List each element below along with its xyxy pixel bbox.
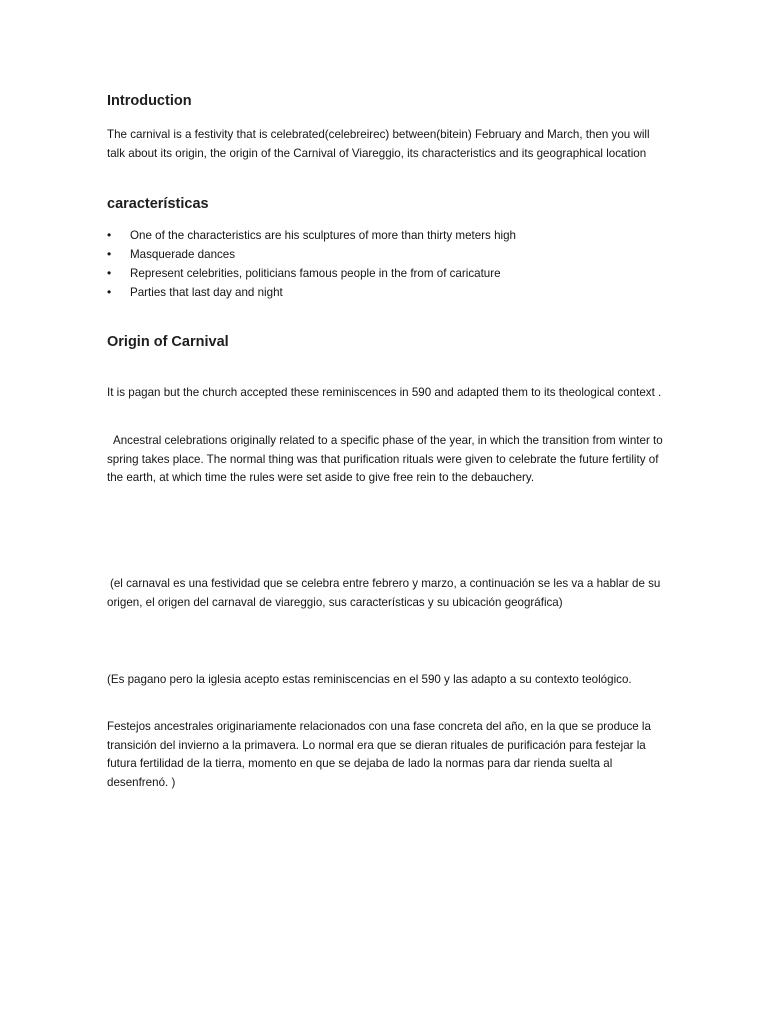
introduction-heading: Introduction — [107, 93, 192, 109]
caracteristicas-heading: características — [107, 196, 209, 212]
list-item — [107, 264, 516, 283]
bullet-icon: • — [107, 266, 112, 280]
list-item — [107, 283, 516, 302]
list-item-text: One of the characteristics are his sculptures of more than thirty meters high — [130, 229, 516, 242]
bullet-icon: • — [107, 247, 112, 261]
list-item — [107, 226, 516, 245]
list-item-text: Represent celebrities, politicians famous people in the from of caricature — [130, 267, 501, 280]
bullet-icon: • — [107, 285, 112, 299]
spanish-paragraph-2: (Es pagano pero la iglesia acepto estas reminiscencias en el 590 y las adapto a su contexto teológico. — [107, 673, 632, 686]
caracteristicas-list — [107, 226, 516, 302]
origin-paragraph-2: Ancestral celebrations originally related to a specific phase of the year, in which the transition from winter to spring takes place. The normal thing was that purification rituals were given to celebrate the future fertility of the earth, at which time the rules were set aside to give free rein to the debauchery. — [107, 434, 663, 485]
origin-heading: Origin of Carnival — [107, 334, 229, 350]
list-item — [107, 245, 516, 264]
bullet-icon: • — [107, 228, 112, 242]
introduction-paragraph: The carnival is a festivity that is celebrated(celebreirec) between(bitein) February and March, then you will talk about its origin, the origin of the Carnival of Viareggio, its characteristics and its geographical location — [107, 128, 650, 160]
spanish-paragraph-3: Festejos ancestrales originariamente relacionados con una fase concreta del año, en la que se produce la transición del invierno a la primavera. Lo normal era que se dieran rituales de purificación para festejar la futura fertilidad de la tierra, momento en que se dejaba de lado la normas para dar rienda suelta al desenfrenó. ) — [107, 720, 651, 790]
spanish-paragraph-1: (el carnaval es una festividad que se celebra entre febrero y marzo, a continuación se les va a hablar de su origen, el origen del carnaval de viareggio, sus características y su ubicación geográfica) — [107, 577, 661, 609]
list-item-text: Parties that last day and night — [130, 286, 283, 299]
origin-paragraph-1: It is pagan but the church accepted these reminiscences in 590 and adapted them to its theological context . — [107, 386, 662, 399]
list-item-text: Masquerade dances — [130, 248, 236, 261]
